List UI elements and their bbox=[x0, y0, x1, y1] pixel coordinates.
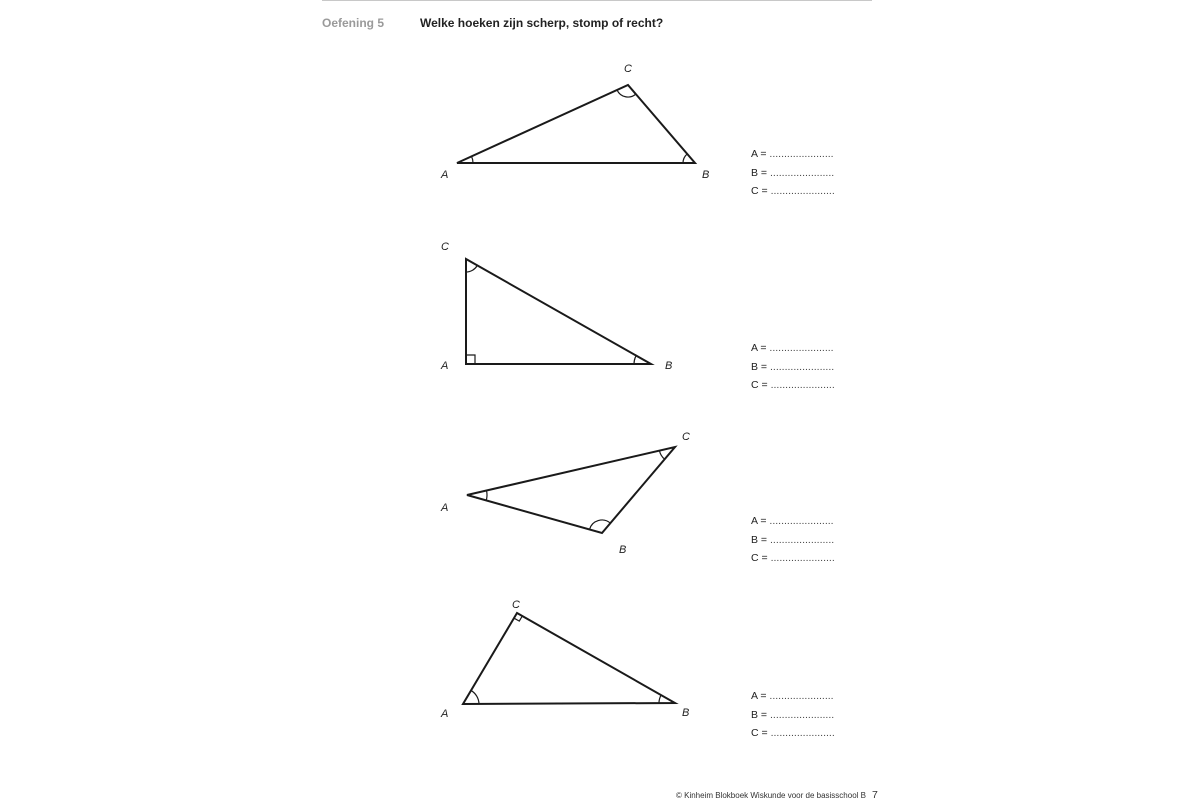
answer-blank[interactable]: ...................... bbox=[769, 533, 835, 546]
answer-label: C = bbox=[751, 552, 768, 564]
triangle-2-vertex-b: B bbox=[665, 360, 673, 372]
triangle-3-vertex-b: B bbox=[619, 544, 627, 556]
answer-blank[interactable]: ...................... bbox=[769, 148, 834, 160]
answer-row-a[interactable] bbox=[751, 339, 835, 358]
triangle-2-vertex-c: C bbox=[441, 241, 449, 253]
exercise-question: Welke hoeken zijn scherp, stomp of recht? bbox=[420, 16, 664, 30]
triangle-2-right-angle-a-mark bbox=[466, 355, 475, 364]
triangle-1-vertex-c: C bbox=[624, 63, 632, 75]
answer-row-a[interactable] bbox=[751, 512, 835, 531]
answer-label: A = bbox=[751, 148, 767, 160]
answer-row-b[interactable] bbox=[751, 358, 835, 377]
answer-row-c[interactable] bbox=[751, 549, 835, 568]
answer-label: A = bbox=[751, 690, 767, 702]
triangle-1-vertex-a: A bbox=[441, 169, 449, 181]
answer-label: C = bbox=[751, 379, 768, 391]
triangle-3-vertex-c: C bbox=[682, 431, 690, 443]
answer-block-3 bbox=[751, 512, 835, 568]
answer-row-c[interactable] bbox=[751, 182, 835, 201]
answer-label: B = bbox=[751, 360, 768, 373]
triangle-3-shape bbox=[467, 447, 675, 533]
answer-block-4 bbox=[751, 687, 835, 743]
triangle-2-angle-b-arc bbox=[634, 356, 636, 364]
answer-blank[interactable]: ...................... bbox=[769, 690, 834, 702]
answer-blank[interactable]: ...................... bbox=[770, 552, 835, 564]
answer-blank[interactable]: ...................... bbox=[770, 379, 835, 391]
triangle-1-shape bbox=[457, 85, 695, 163]
triangle-4-shape bbox=[463, 613, 675, 704]
exercise-label: Oefening 5 bbox=[322, 16, 385, 30]
answer-label: B = bbox=[751, 708, 768, 721]
triangle-3-vertex-a: A bbox=[441, 502, 449, 514]
answer-label: C = bbox=[751, 727, 768, 739]
answer-block-2 bbox=[751, 339, 835, 395]
answer-label: B = bbox=[751, 533, 768, 546]
answer-row-c[interactable] bbox=[751, 724, 835, 743]
triangle-4-angle-a-arc bbox=[471, 690, 479, 704]
answer-blank[interactable]: ...................... bbox=[769, 360, 835, 373]
triangle-3-angle-a-arc bbox=[486, 491, 487, 501]
answer-row-a[interactable] bbox=[751, 687, 835, 706]
triangle-1 bbox=[457, 85, 695, 163]
triangle-4-vertex-c: C bbox=[512, 599, 520, 611]
triangle-1-vertex-b: B bbox=[702, 169, 710, 181]
answer-row-c[interactable] bbox=[751, 376, 835, 395]
answer-blank[interactable]: ...................... bbox=[770, 185, 835, 197]
answer-block-1 bbox=[751, 145, 835, 201]
answer-label: A = bbox=[751, 342, 767, 354]
triangle-2-shape bbox=[466, 259, 651, 364]
answer-label: B = bbox=[751, 166, 768, 179]
footer-copyright: © Kinheim Blokboek Wiskunde voor de basisschool B bbox=[676, 791, 866, 800]
answer-row-b[interactable] bbox=[751, 164, 835, 183]
answer-blank[interactable]: ...................... bbox=[770, 727, 835, 739]
answer-row-a[interactable] bbox=[751, 145, 835, 164]
triangle-4-vertex-a: A bbox=[441, 708, 449, 720]
triangle-4-vertex-b: B bbox=[682, 707, 690, 719]
answer-blank[interactable]: ...................... bbox=[769, 708, 835, 721]
answer-blank[interactable]: ...................... bbox=[769, 515, 834, 527]
page-number: 7 bbox=[872, 789, 878, 801]
answer-row-b[interactable] bbox=[751, 531, 835, 550]
triangle-2-angle-c-arc bbox=[466, 265, 477, 272]
answer-blank[interactable]: ...................... bbox=[769, 342, 834, 354]
answer-blank[interactable]: ...................... bbox=[769, 166, 835, 179]
answer-label: C = bbox=[751, 185, 768, 197]
triangle-1-angle-b-arc bbox=[683, 154, 687, 163]
answer-label: A = bbox=[751, 515, 767, 527]
answer-row-b[interactable] bbox=[751, 706, 835, 725]
triangle-2-vertex-a: A bbox=[441, 360, 449, 372]
triangle-3-angle-b-arc bbox=[659, 451, 664, 460]
triangle-4-angle-b-arc bbox=[659, 695, 661, 703]
